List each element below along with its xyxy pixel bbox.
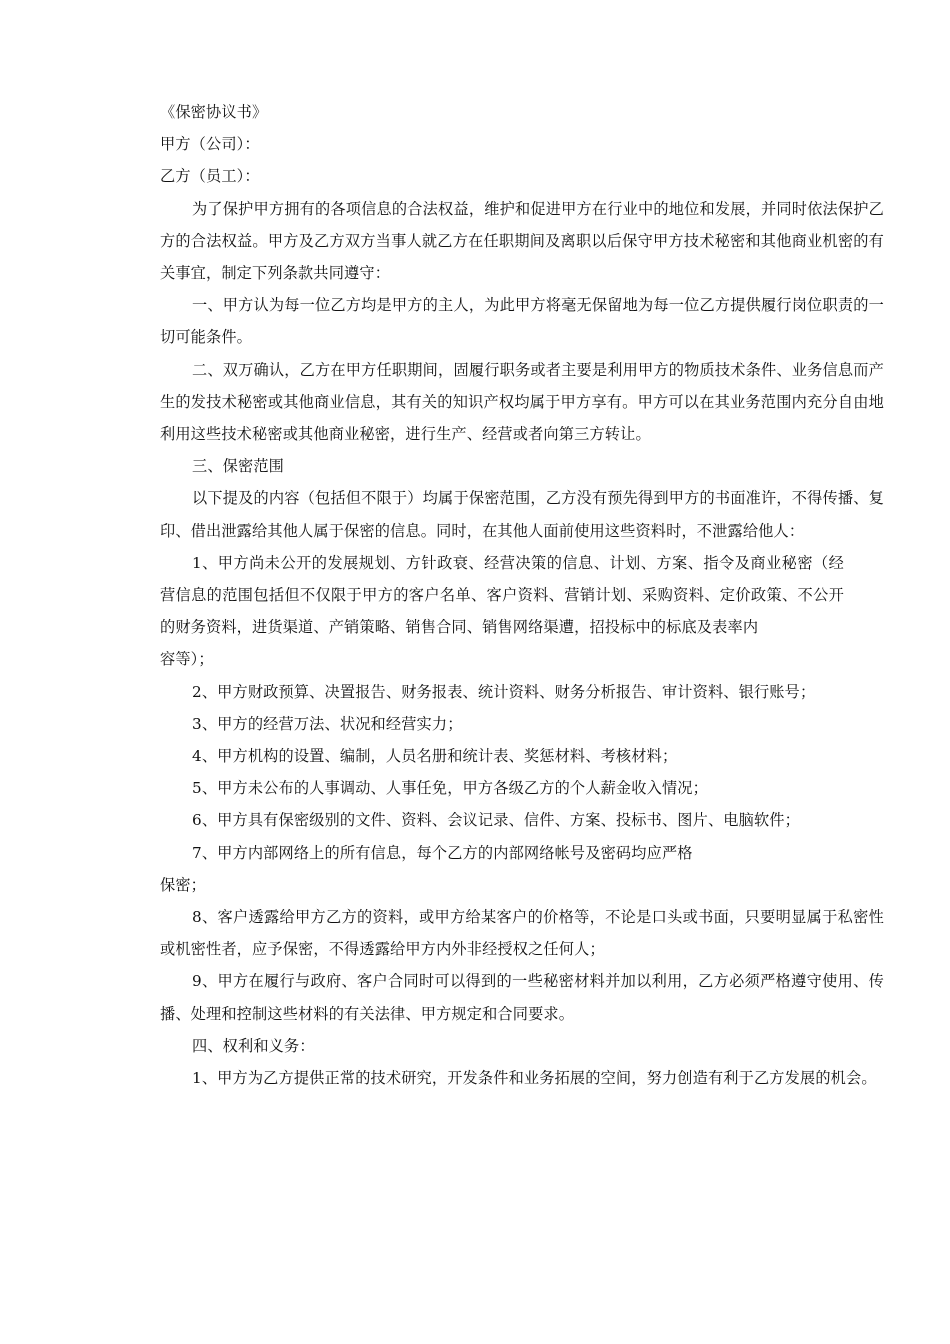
document-title: 《保密协议书》 (160, 103, 268, 121)
scope-item-7: 7、甲方内部网络上的所有信息，每个乙方的内部网络帐号及密码均应严格 (192, 843, 693, 862)
document-body (160, 96, 884, 1094)
section-heading-confidentiality-scope: 三、保密范围 (192, 457, 285, 476)
scope-item-7-continuation: 保密； (160, 875, 207, 894)
scope-item-1-continuation: 容等）； (160, 650, 214, 669)
scope-item-5: 5、甲方未公布的人事调动、人事任免，甲方各级乙方的个人薪金收入情况； (192, 779, 708, 798)
clause-one: 一、甲方认为每一位乙方均是甲方的主人，为此甲方将毫无保留地为每一位乙方提供履行岗位职责的一切可能条件。 (160, 296, 884, 347)
party-a-line: 甲方（公司）： (160, 135, 260, 154)
rights-item-1: 1、甲方为乙方提供正常的技术研究，开发条件和业务拓展的空间，努力创造有利于乙方发展的机会。 (192, 1069, 877, 1088)
party-b-line: 乙方（员工）： (160, 167, 260, 186)
scope-item-8: 8、客户透露给甲方乙方的资料，或甲方给某客户的价格等，不论是口头或书面，只要明显属于私密性或机密性者，应予保密，不得透露给甲方内外非经授权之任何人； (160, 908, 884, 959)
scope-item-6: 6、甲方具有保密级别的文件、资料、会议记录、信件、方案、投标书、图片、电脑软件； (192, 811, 800, 830)
confidentiality-scope-intro: 以下提及的内容（包括但不限于）均属于保密范围，乙方没有预先得到甲方的书面准许，不得传播、复印、借出泄露给其他人属于保密的信息。同时，在其他人面前使用这些资料时，不泄露给他人： (160, 489, 884, 540)
scope-item-9: 9、甲方在履行与政府、客户合同时可以得到的一些秘密材料并加以利用，乙方必须严格遵守使用、传播、处理和控制这些材料的有关法律、甲方规定和合同要求。 (160, 972, 884, 1023)
clause-two: 二、双万确认，乙方在甲方任职期间，固履行职务或者主要是利用甲方的物质技术条件、业务信息而产生的发技术秘密或其他商业信息，其有关的知识产权均属于甲方享有。甲方可以在其业务范围内充分自由地利用这些技术秘密或其他商业秘密，进行生产、经营或者向第三方转让。 (160, 360, 884, 444)
preamble-paragraph: 为了保护甲方拥有的各项信息的合法权益，维护和促进甲方在行业中的地位和发展，并同时依法保护乙方的合法权益。甲方及乙方双方当事人就乙方在任职期间及离职以后保守甲方技术秘密和其他商业机密的有关事宜，制定下列条款共同遵守： (160, 199, 884, 283)
scope-item-2: 2、甲方财政预算、决置报告、财务报表、统计资料、财务分析报告、审计资料、银行账号； (192, 682, 816, 701)
scope-item-1: 1、甲方尚未公开的发展规划、方针政衰、经营决策的信息、计划、方案、指令及商业秘密（经营信息的范围包括但不仅限于甲方的客户名单、客户资料、营销计划、采购资料、定价政策、不公开的财务资料，进货渠道、产销策略、销售合同、销售网络渠遭，招投标中的标底及表率内 (160, 553, 844, 637)
scope-item-4: 4、甲方机构的设置、编制，人员名册和统计表、奖惩材料、考核材料； (192, 747, 678, 766)
scope-item-3: 3、甲方的经营万法、状况和经营实力； (192, 714, 463, 733)
section-heading-rights-and-obligations: 四、权利和义务： (192, 1036, 315, 1055)
